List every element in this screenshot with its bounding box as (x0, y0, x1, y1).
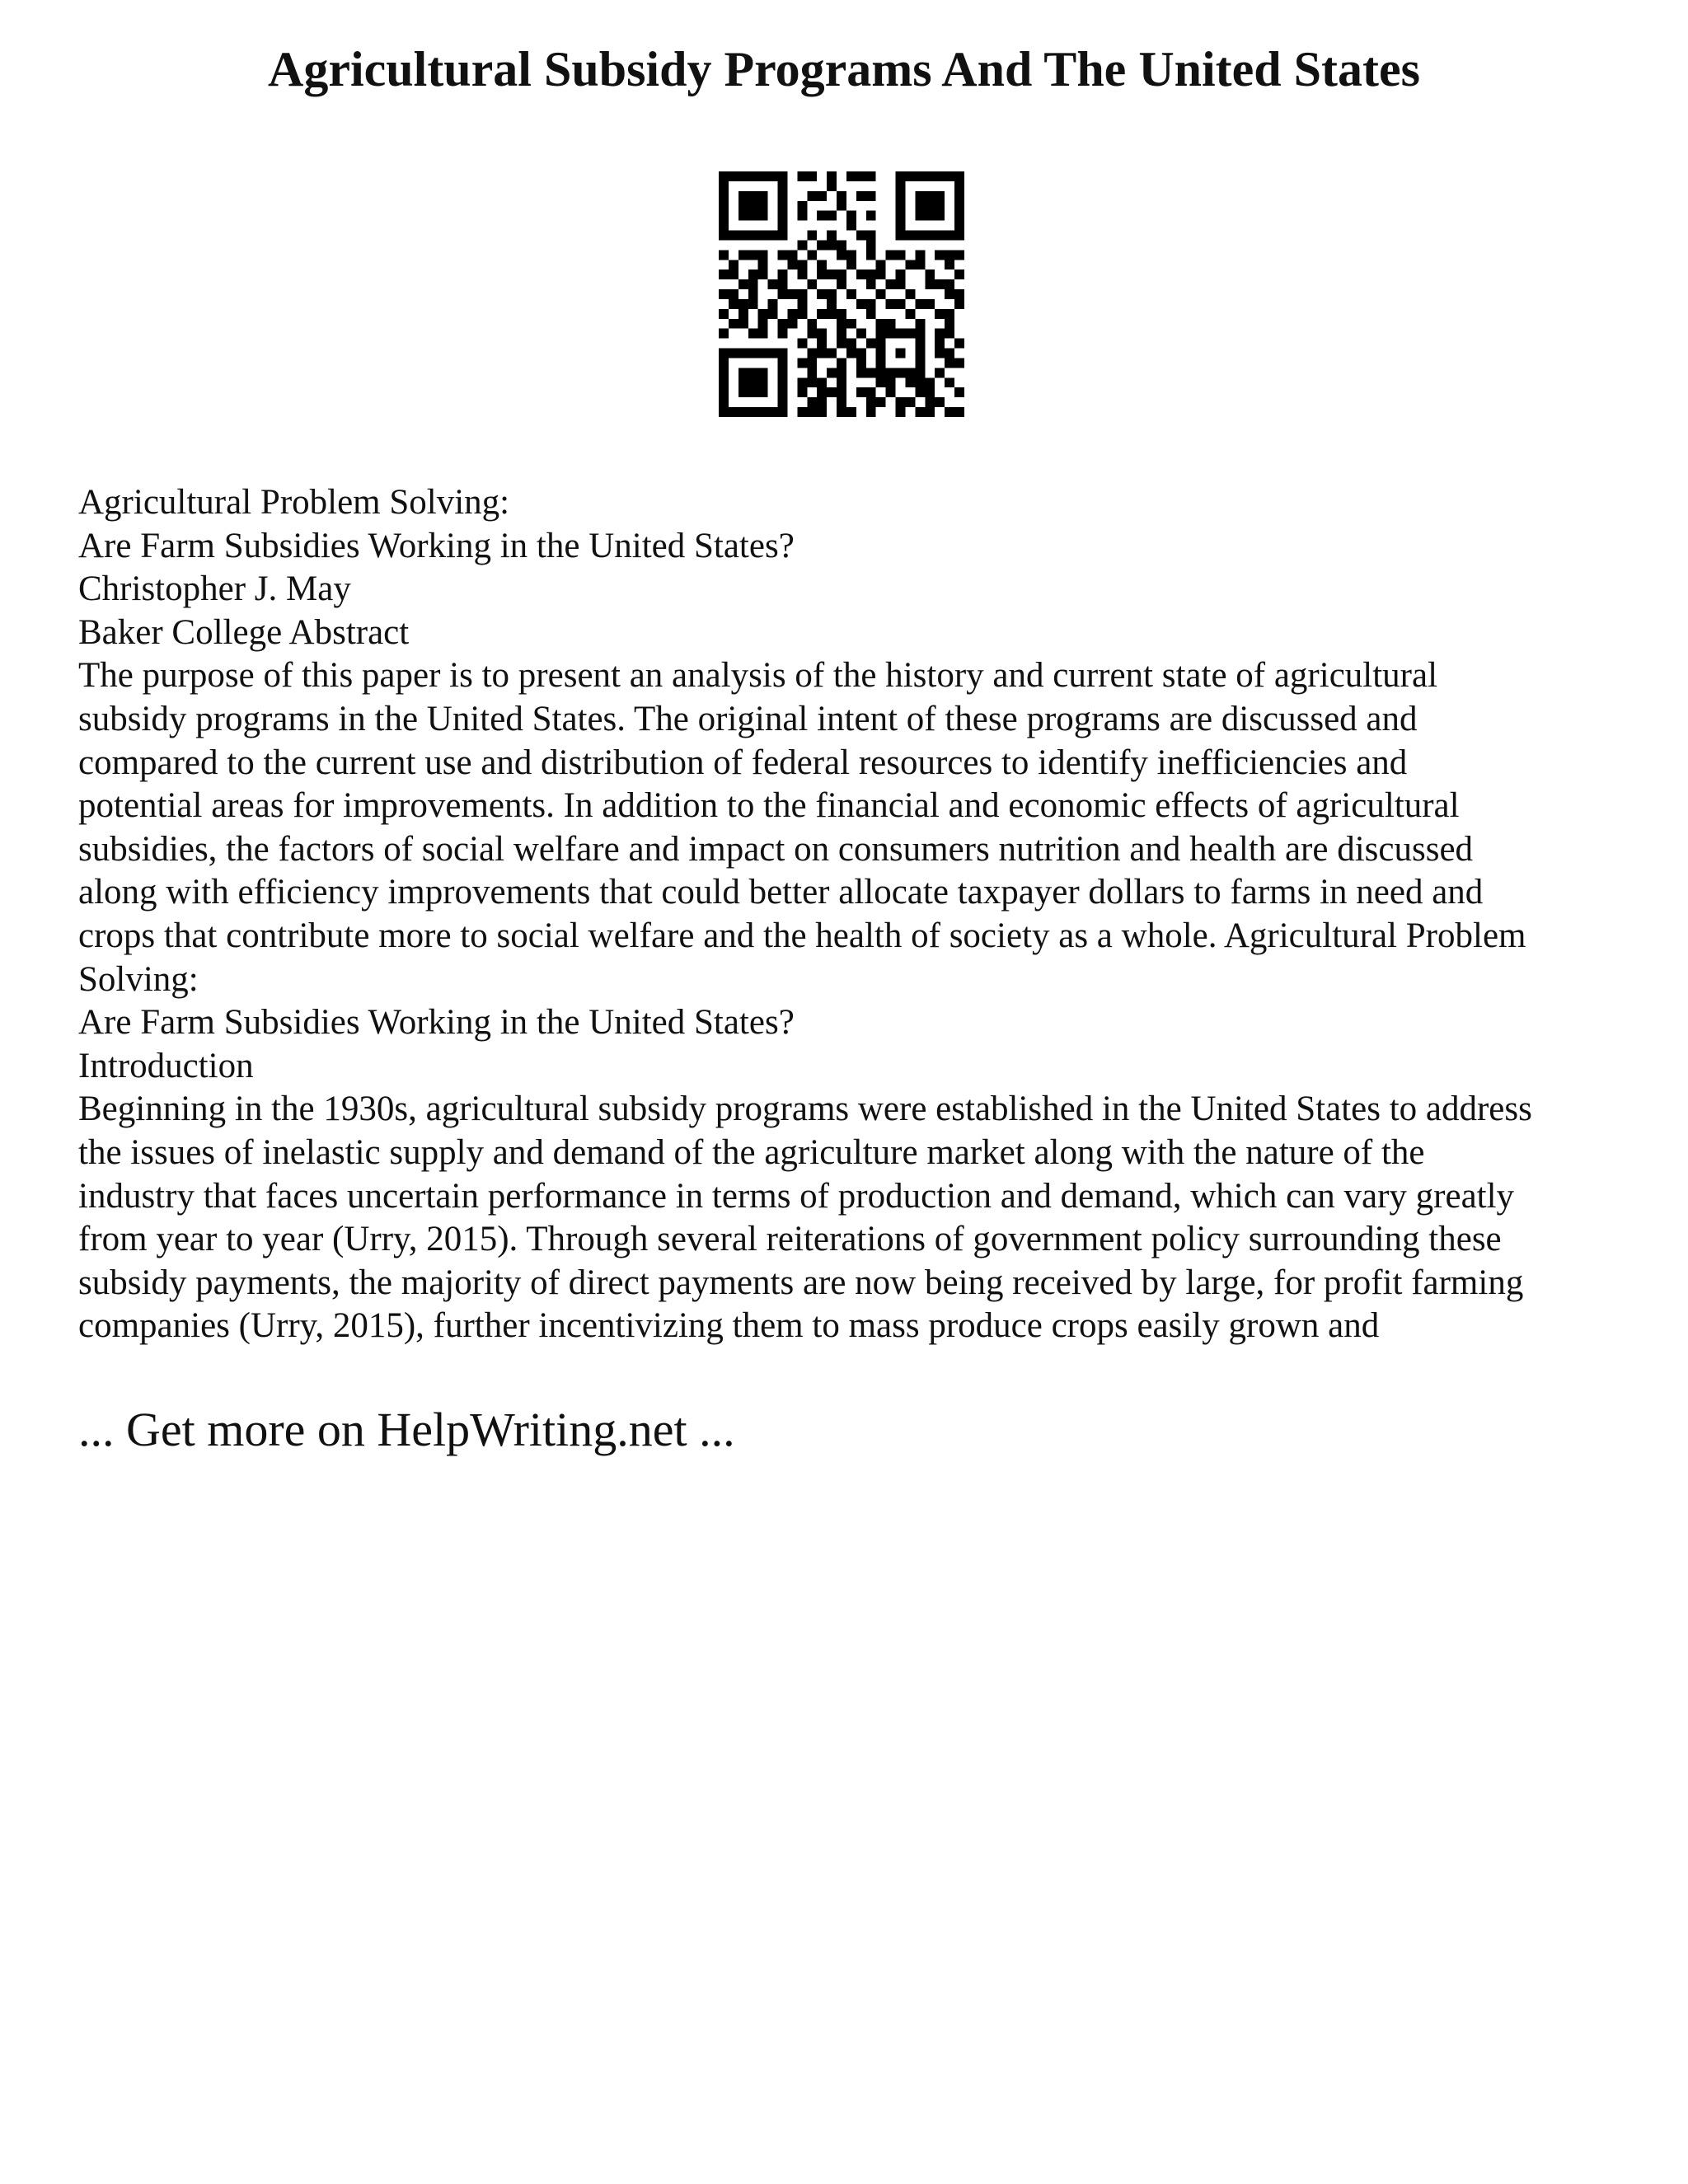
repeated-paper-title: Are Farm Subsidies Working in the United States? (78, 1003, 795, 1043)
introduction-paragraph (78, 1088, 1628, 1348)
institution-abstract-heading: Baker College Abstract (78, 612, 410, 652)
paper-title: Are Farm Subsidies Working in the United States? (78, 526, 795, 565)
section-heading-group (78, 1001, 1628, 1088)
abstract-line: The purpose of this paper is to present an analysis of the history and current state of agricultural (78, 656, 1438, 696)
body-line: companies (Urry, 2015), further incentivizing them to mass produce crops easily grown and (78, 1306, 1380, 1346)
body-line: the issues of inelastic supply and demand of the agriculture market along with the nature of the (78, 1132, 1425, 1172)
author-name: Christopher J. May (78, 569, 351, 609)
abstract-line: compared to the current use and distribution of federal resources to identify inefficiencies and (78, 743, 1408, 782)
abstract-line: potential areas for improvements. In addition to the financial and economic effects of agricultural (78, 786, 1460, 826)
body-line: from year to year (Urry, 2015). Through several reiterations of government policy surrounding these (78, 1220, 1502, 1259)
abstract-line: subsidies, the factors of social welfare and impact on consumers nutrition and health are discussed (78, 829, 1474, 869)
abstract-line: crops that contribute more to social welfare and the health of society as a whole. Agricultural Problem (78, 916, 1526, 955)
document-title: Agricultural Subsidy Programs And The United States (268, 42, 1420, 96)
get-more-link[interactable]: ... Get more on HelpWriting.net ... (78, 1403, 735, 1456)
paper-header (78, 481, 1628, 654)
body-line: subsidy payments, the majority of direct payments are now being received by large, for profit farming (78, 1263, 1524, 1302)
body-line: industry that faces uncertain performance in terms of production and demand, which can vary greatly (78, 1176, 1515, 1216)
body-line: Beginning in the 1930s, agricultural subsidy programs were established in the United States to address (78, 1090, 1532, 1129)
document-body (78, 481, 1628, 1348)
abstract-line: subsidy programs in the United States. The original intent of these programs are discussed and (78, 699, 1418, 738)
introduction-heading: Introduction (78, 1046, 254, 1085)
abstract-line: along with efficiency improvements that could better allocate taxpayer dollars to farms in need and (78, 873, 1484, 912)
abstract-line: Solving: (78, 959, 199, 999)
running-title: Agricultural Problem Solving: (78, 483, 510, 522)
qr-code-icon (719, 171, 964, 417)
abstract-paragraph (78, 654, 1628, 1001)
